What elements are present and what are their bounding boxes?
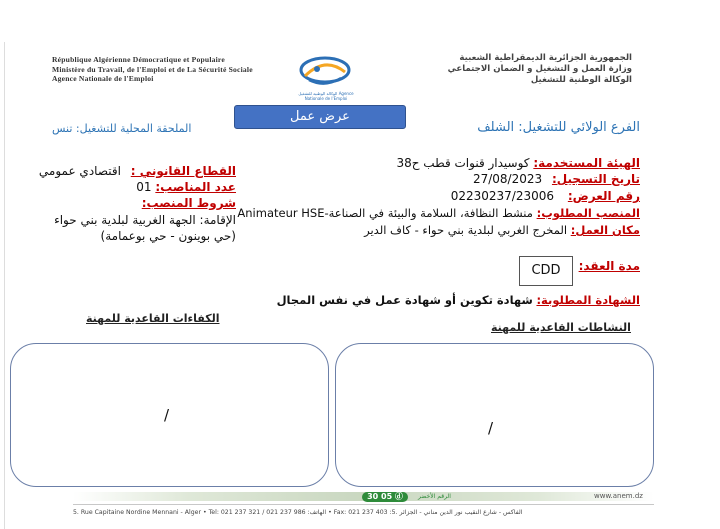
job-offer-title: عرض عمل [234, 105, 406, 129]
field-label: مدة العقد: [578, 259, 640, 273]
field-value: المخرج الغربي لبلدية بني حواء - كاف الدير [364, 223, 568, 237]
logo-caption: الوكالة الوطنية للتشغيل Agence Nationale de l'Emploi [298, 91, 354, 101]
field-label: الشهادة المطلوبة: [536, 293, 640, 307]
field-position [237, 206, 640, 220]
field-positions-count [136, 180, 236, 194]
field-value: شهادة تكوين أو شهادة عمل في نفس المجال [276, 293, 533, 307]
activities-title: النشاطات القاعدية للمهنة [491, 321, 631, 334]
green-number-badge: 30 05 ⓓ [362, 492, 408, 502]
field-certificate [277, 293, 640, 307]
local-branch: الملحقة المحلية للتشغيل: تنس [52, 122, 192, 135]
header-ar-line: وزارة العمل و التشغيل و الضمان الاجتماعي [447, 64, 632, 74]
field-label: عدد المناصب: [155, 180, 236, 194]
field-workplace [364, 223, 640, 237]
header-arabic [448, 53, 632, 86]
activities-box [335, 343, 654, 487]
header-ar-line: الوكالة الوطنية للتشغيل [530, 75, 632, 85]
skills-value: / [164, 406, 170, 424]
field-label: المنصب المطلوب: [536, 206, 640, 220]
footer-divider [73, 504, 654, 505]
field-conditions [142, 196, 236, 210]
header-fr-line: Ministère du Travail, de l'Emploi et de La Sécurité Sociale [52, 64, 253, 74]
field-value: كوسيدار قنوات قطب ح38 [396, 156, 530, 170]
conditions-line: (حي بوينون - حي بوعمامة) [100, 229, 236, 243]
field-value: 01 [136, 180, 152, 194]
field-legal-sector [39, 164, 236, 178]
regional-branch: الفرع الولائي للتشغيل: الشلف [477, 120, 640, 135]
green-number-label: الرقم الأخضر [418, 493, 451, 500]
header-ar-line: الجمهورية الجزائرية الديمقراطية الشعبية [459, 53, 632, 63]
header-french [52, 55, 253, 84]
field-offer-number [451, 189, 640, 203]
field-label: القطاع القانوني : [130, 164, 236, 178]
field-label: تاريخ التسجيل: [551, 172, 640, 186]
field-employer [396, 156, 640, 170]
field-label: مكان العمل: [570, 223, 640, 237]
field-value: منشط النظافة، السلامة والبيئة في الصناعة-Animateur HSE [237, 206, 533, 220]
skills-box [10, 343, 329, 487]
contract-duration-label [579, 259, 640, 273]
field-value: 02230237/23006 [450, 189, 555, 203]
header-fr-line: Agence Nationale de l'Emploi [52, 74, 154, 84]
footer-address: 5. Rue Capitaine Nordine Mennani - Alger • Tel: 021 237 321 / 021 237 986 :الهاتف • Fax: 021 237 403 :الفاكس - شارع النقيب نور الدين مناني - الجزائر .5 [73, 509, 523, 516]
field-value: اقتصادي عمومي [38, 164, 121, 178]
conditions-line: الإقامة: الجهة الغربية لبلدية بني حواء [54, 213, 236, 227]
footer-url: www.anem.dz [594, 492, 643, 500]
field-label: الهيئة المستخدمة: [533, 156, 640, 170]
activities-value: / [488, 419, 494, 437]
header-fr-line: République Algérienne Démocratique et Populaire [52, 55, 225, 64]
skills-title: الكفاءات القاعدية للمهنة [86, 312, 220, 325]
field-label: رقم العرض: [567, 189, 640, 203]
field-label: شروط المنصب: [141, 196, 236, 210]
field-value: 27/08/2023 [472, 172, 543, 186]
field-registration-date [473, 172, 640, 186]
contract-type-box: CDD [519, 256, 573, 286]
